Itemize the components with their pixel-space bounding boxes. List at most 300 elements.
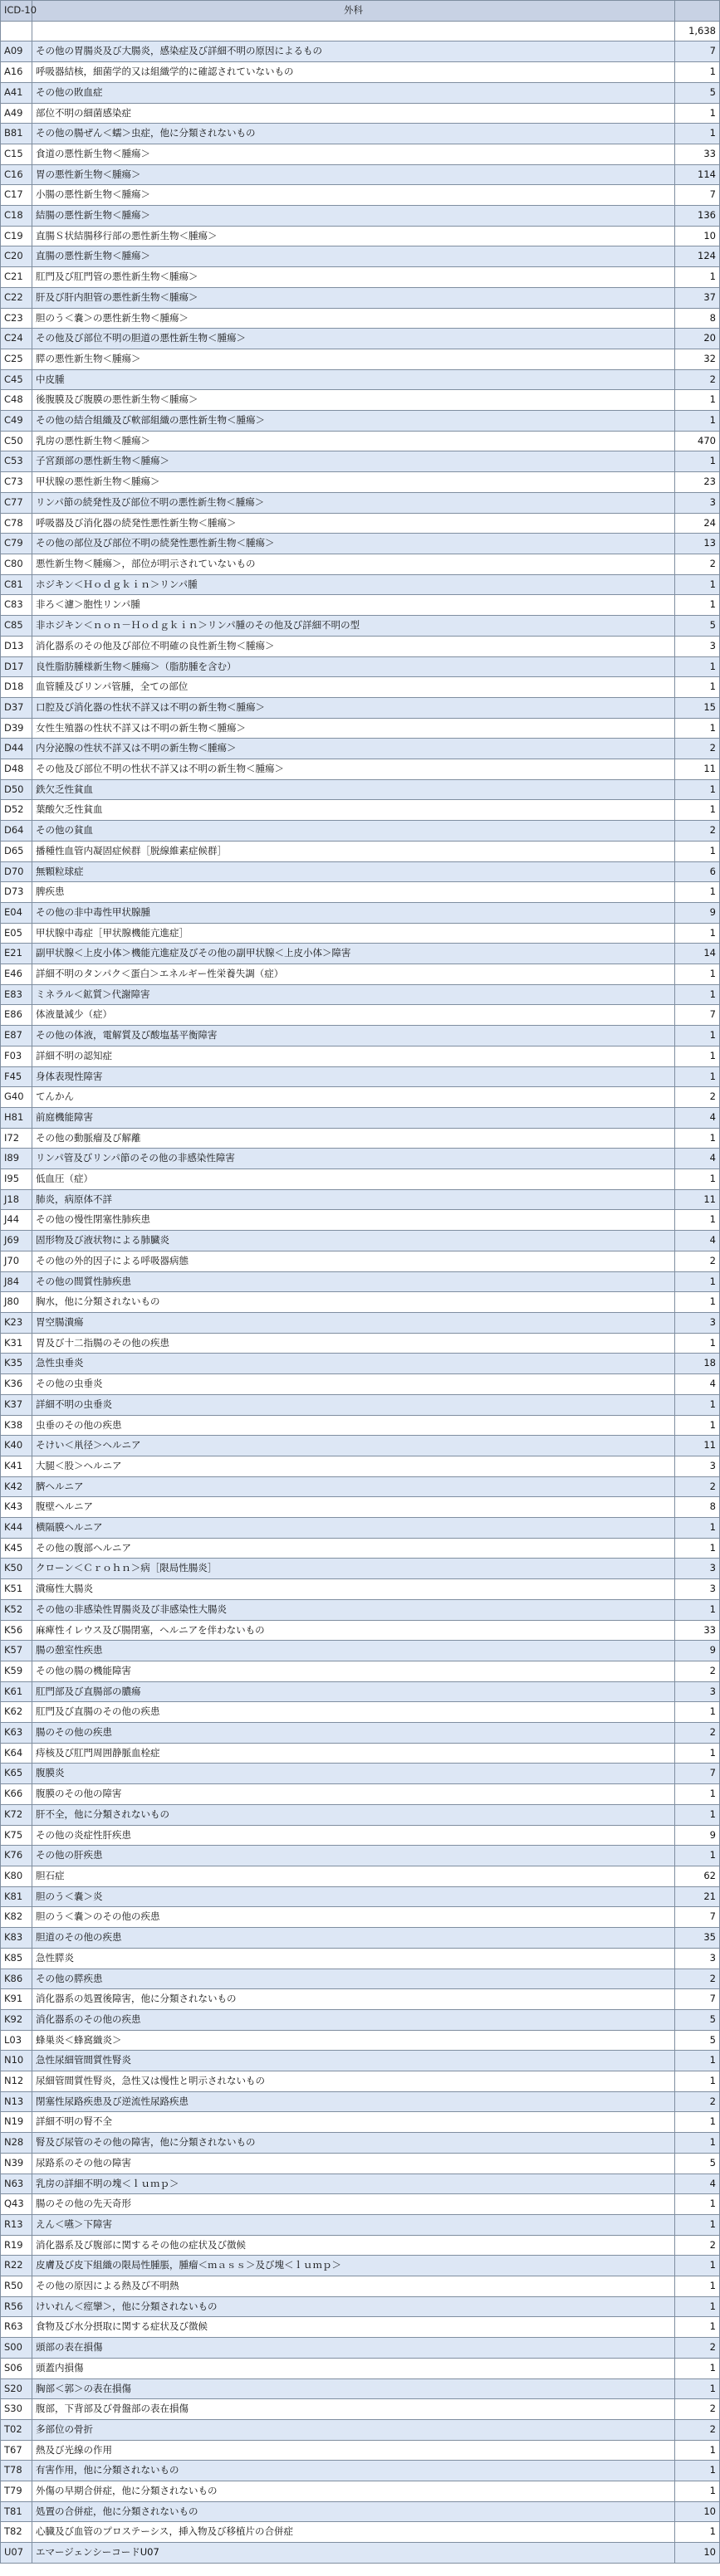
case-count-cell: 4 xyxy=(675,1374,720,1395)
total-row xyxy=(1,21,720,41)
table-row xyxy=(1,1825,720,1846)
case-count-cell: 1 xyxy=(675,2071,720,2092)
case-count-cell: 2 xyxy=(675,1087,720,1108)
case-count-cell: 20 xyxy=(675,329,720,349)
icd-code-cell: K45 xyxy=(1,1538,32,1559)
icd-code-cell: D73 xyxy=(1,882,32,903)
table-row xyxy=(1,841,720,861)
case-count-cell: 1 xyxy=(675,1702,720,1723)
table-row xyxy=(1,1681,720,1702)
icd-code-cell: T81 xyxy=(1,2501,32,2522)
diagnosis-name-cell: けいれん＜痙攣＞，他に分類されないもの xyxy=(32,2296,675,2317)
icd-code-cell: K80 xyxy=(1,1866,32,1886)
diagnosis-name-cell: 非ホジキン＜ｎｏｎ－Ｈｏｄｇｋｉｎ＞リンパ腫のその他及び詳細不明の型 xyxy=(32,616,675,637)
diagnosis-name-cell: 体液量減少（症） xyxy=(32,1005,675,1026)
icd-code-cell: J80 xyxy=(1,1292,32,1313)
icd-code-cell: C25 xyxy=(1,349,32,369)
icd-code-cell: U07 xyxy=(1,2543,32,2564)
icd-code-cell: C16 xyxy=(1,164,32,185)
case-count-cell: 32 xyxy=(675,349,720,369)
case-count-cell: 2 xyxy=(675,369,720,390)
case-count-cell: 7 xyxy=(675,1989,720,2010)
icd-code-cell: D65 xyxy=(1,841,32,861)
table-row xyxy=(1,1948,720,1969)
table-row xyxy=(1,1046,720,1066)
table-row xyxy=(1,103,720,124)
table-row xyxy=(1,1723,720,1744)
case-count-cell: 1 xyxy=(675,882,720,903)
table-row xyxy=(1,1087,720,1108)
diagnosis-name-cell: 多部位の骨折 xyxy=(32,2419,675,2440)
column-header-department: 外科 xyxy=(32,1,675,22)
table-row xyxy=(1,1436,720,1456)
icd-code-cell: T79 xyxy=(1,2481,32,2502)
case-count-cell: 114 xyxy=(675,164,720,185)
icd-code-cell: I95 xyxy=(1,1169,32,1190)
diagnosis-name-cell: 悪性新生物＜腫瘍＞，部位が明示されていないもの xyxy=(32,554,675,574)
case-count-cell: 2 xyxy=(675,2338,720,2359)
diagnosis-name-cell: 無顆粒球症 xyxy=(32,861,675,882)
case-count-cell: 1 xyxy=(675,1210,720,1231)
table-row xyxy=(1,1374,720,1395)
icd-code-cell: K52 xyxy=(1,1599,32,1620)
icd-code-cell: I72 xyxy=(1,1128,32,1149)
table-row xyxy=(1,1066,720,1087)
icd-code-cell: C80 xyxy=(1,554,32,574)
icd-code-cell: K91 xyxy=(1,1989,32,2010)
table-row xyxy=(1,287,720,308)
diagnosis-name-cell: 胃及び十二指腸のその他の疾患 xyxy=(32,1333,675,1354)
icd-code-cell: K31 xyxy=(1,1333,32,1354)
case-count-cell: 10 xyxy=(675,2501,720,2522)
icd-code-cell: K57 xyxy=(1,1641,32,1661)
diagnosis-name-cell: 腹壁ヘルニア xyxy=(32,1497,675,1518)
diagnosis-name-cell: 小腸の悪性新生物＜腫瘍＞ xyxy=(32,185,675,206)
icd-code-cell: C73 xyxy=(1,472,32,493)
icd-code-cell: C24 xyxy=(1,329,32,349)
diagnosis-name-cell: 直腸の悪性新生物＜腫瘍＞ xyxy=(32,246,675,267)
table-row xyxy=(1,1518,720,1539)
icd-code-cell: B81 xyxy=(1,124,32,144)
diagnosis-name-cell: 消化器系及び腹部に関するその他の症状及び徴候 xyxy=(32,2235,675,2256)
diagnosis-name-cell: その他の非中毒性甲状腺腫 xyxy=(32,902,675,923)
diagnosis-name-cell: 腸の憩室性疾患 xyxy=(32,1641,675,1661)
diagnosis-name-cell: 頭部の表在損傷 xyxy=(32,2338,675,2359)
icd-code-cell: R56 xyxy=(1,2296,32,2317)
table-header-row xyxy=(1,1,720,22)
table-row xyxy=(1,246,720,267)
table-row xyxy=(1,554,720,574)
icd-code-cell: K83 xyxy=(1,1928,32,1949)
icd-code-cell: C49 xyxy=(1,411,32,432)
icd-code-cell: K56 xyxy=(1,1620,32,1641)
diagnosis-name-cell: 虫垂のその他の疾患 xyxy=(32,1415,675,1436)
table-row xyxy=(1,431,720,451)
table-row xyxy=(1,2091,720,2112)
icd-code-cell: K92 xyxy=(1,2009,32,2030)
diagnosis-name-cell: ミネラル＜鉱質＞代謝障害 xyxy=(32,984,675,1005)
case-count-cell: 1 xyxy=(675,984,720,1005)
table-row xyxy=(1,2214,720,2235)
diagnosis-name-cell: 詳細不明の腎不全 xyxy=(32,2112,675,2133)
table-row xyxy=(1,1333,720,1354)
table-row xyxy=(1,984,720,1005)
diagnosis-name-cell: 肛門部及び直腸部の膿瘍 xyxy=(32,1681,675,1702)
table-row xyxy=(1,1128,720,1149)
case-count-cell: 7 xyxy=(675,1907,720,1928)
case-count-cell: 1 xyxy=(675,923,720,944)
table-row xyxy=(1,267,720,288)
diagnosis-name-cell: リンパ管及びリンパ節のその他の非感染性障害 xyxy=(32,1149,675,1169)
table-row xyxy=(1,2256,720,2276)
case-count-cell: 1 xyxy=(675,2256,720,2276)
diagnosis-name-cell: 中皮腫 xyxy=(32,369,675,390)
diagnosis-name-cell: 腹膜炎 xyxy=(32,1764,675,1784)
diagnosis-name-cell: 詳細不明の虫垂炎 xyxy=(32,1394,675,1415)
case-count-cell: 3 xyxy=(675,1559,720,1579)
diagnosis-name-cell: 腎及び尿管のその他の障害，他に分類されないもの xyxy=(32,2133,675,2154)
icd-code-cell: I89 xyxy=(1,1149,32,1169)
icd-code-cell: J69 xyxy=(1,1231,32,1251)
icd-code-cell: J18 xyxy=(1,1189,32,1210)
case-count-cell: 9 xyxy=(675,902,720,923)
icd-code-cell: R50 xyxy=(1,2276,32,2297)
icd-code-cell: J44 xyxy=(1,1210,32,1231)
case-count-cell: 2 xyxy=(675,821,720,842)
table-row xyxy=(1,1907,720,1928)
icd-code-cell: J70 xyxy=(1,1251,32,1271)
icd-code-cell: T82 xyxy=(1,2522,32,2543)
table-row xyxy=(1,1026,720,1046)
table-row xyxy=(1,800,720,821)
table-row xyxy=(1,1415,720,1436)
icd-code-cell: D17 xyxy=(1,656,32,677)
icd-code-cell: E86 xyxy=(1,1005,32,1026)
case-count-cell: 10 xyxy=(675,226,720,246)
diagnosis-name-cell: 有害作用，他に分類されないもの xyxy=(32,2461,675,2481)
case-count-cell: 1 xyxy=(675,718,720,739)
case-count-cell: 11 xyxy=(675,1436,720,1456)
case-count-cell: 1 xyxy=(675,390,720,411)
table-row xyxy=(1,1456,720,1476)
table-row xyxy=(1,944,720,964)
table-row xyxy=(1,1005,720,1026)
table-row xyxy=(1,390,720,411)
diagnosis-name-cell: その他の腸ぜん＜蠕＞虫症，他に分類されないもの xyxy=(32,124,675,144)
icd-code-cell: D50 xyxy=(1,779,32,800)
case-count-cell: 10 xyxy=(675,2543,720,2564)
case-count-cell: 1 xyxy=(675,2481,720,2502)
table-row xyxy=(1,1538,720,1559)
diagnosis-name-cell: 急性虫垂炎 xyxy=(32,1354,675,1374)
case-count-cell: 1 xyxy=(675,2378,720,2399)
table-row xyxy=(1,1764,720,1784)
case-count-cell: 1 xyxy=(675,1292,720,1313)
icd-code-cell: J84 xyxy=(1,1271,32,1292)
diagnosis-name-cell: 尿路系のその他の障害 xyxy=(32,2153,675,2174)
case-count-cell: 1 xyxy=(675,800,720,821)
table-row xyxy=(1,616,720,637)
table-row xyxy=(1,1989,720,2010)
case-count-cell: 4 xyxy=(675,1107,720,1128)
icd-code-cell: C48 xyxy=(1,390,32,411)
diagnosis-name-cell: 甲状腺中毒症［甲状腺機能亢進症］ xyxy=(32,923,675,944)
table-row xyxy=(1,779,720,800)
case-count-cell: 5 xyxy=(675,2030,720,2051)
table-row xyxy=(1,697,720,718)
icd-code-cell: K85 xyxy=(1,1948,32,1969)
icd-code-cell: C79 xyxy=(1,534,32,554)
icd-code-cell xyxy=(1,21,32,41)
diagnosis-name-cell xyxy=(32,21,675,41)
table-row xyxy=(1,2194,720,2215)
diagnosis-name-cell: 肺炎，病原体不詳 xyxy=(32,1189,675,1210)
case-count-cell: 1 xyxy=(675,2276,720,2297)
table-row xyxy=(1,2543,720,2564)
table-body xyxy=(1,21,720,2563)
table-row xyxy=(1,185,720,206)
icd-code-cell: A16 xyxy=(1,62,32,83)
table-row xyxy=(1,226,720,246)
case-count-cell: 136 xyxy=(675,206,720,227)
icd-code-cell: D37 xyxy=(1,697,32,718)
case-count-cell: 124 xyxy=(675,246,720,267)
case-count-cell: 1 xyxy=(675,411,720,432)
diagnosis-name-cell: 部位不明の細菌感染症 xyxy=(32,103,675,124)
diagnosis-name-cell: その他の膵疾患 xyxy=(32,1969,675,1989)
case-count-cell: 2 xyxy=(675,1661,720,1681)
diagnosis-name-cell: 胃空腸潰瘍 xyxy=(32,1313,675,1334)
table-row xyxy=(1,2501,720,2522)
table-row xyxy=(1,1292,720,1313)
diagnosis-name-cell: 内分泌腺の性状不詳又は不明の新生物＜腫瘍＞ xyxy=(32,739,675,759)
diagnosis-name-cell: 鉄欠乏性貧血 xyxy=(32,779,675,800)
case-count-cell: 1 xyxy=(675,1538,720,1559)
icd-code-cell: N10 xyxy=(1,2051,32,2071)
icd-code-cell: R22 xyxy=(1,2256,32,2276)
icd-code-cell: D39 xyxy=(1,718,32,739)
diagnosis-name-cell: その他の腹部ヘルニア xyxy=(32,1538,675,1559)
case-count-cell: 1 xyxy=(675,779,720,800)
table-row xyxy=(1,2112,720,2133)
diagnosis-name-cell: 結腸の悪性新生物＜腫瘍＞ xyxy=(32,206,675,227)
table-row xyxy=(1,82,720,103)
table-row xyxy=(1,2522,720,2543)
icd-code-cell: K35 xyxy=(1,1354,32,1374)
case-count-cell: 15 xyxy=(675,697,720,718)
diagnosis-name-cell: 子宮頚部の悪性新生物＜腫瘍＞ xyxy=(32,451,675,472)
table-row xyxy=(1,1354,720,1374)
table-row xyxy=(1,1497,720,1518)
case-count-cell: 1 xyxy=(675,2358,720,2378)
table-row xyxy=(1,164,720,185)
diagnosis-name-cell: 肛門及び肛門管の悪性新生物＜腫瘍＞ xyxy=(32,267,675,288)
diagnosis-name-cell: その他の部位及び部位不明の続発性悪性新生物＜腫瘍＞ xyxy=(32,534,675,554)
table-row xyxy=(1,656,720,677)
diagnosis-name-cell: 非ろ＜濾＞胞性リンパ腫 xyxy=(32,595,675,616)
case-count-cell: 1 xyxy=(675,2051,720,2071)
case-count-cell: 7 xyxy=(675,185,720,206)
diagnosis-name-cell: 急性尿細管間質性腎炎 xyxy=(32,2051,675,2071)
icd-code-cell: C18 xyxy=(1,206,32,227)
case-count-cell: 37 xyxy=(675,287,720,308)
diagnosis-name-cell: 良性脂肪腫様新生物＜腫瘍＞（脂肪腫を含む） xyxy=(32,656,675,677)
table-row xyxy=(1,1107,720,1128)
table-row xyxy=(1,1928,720,1949)
diagnosis-name-cell: その他の胃腸炎及び大腸炎，感染症及び詳細不明の原因によるもの xyxy=(32,41,675,62)
diagnosis-name-cell: 処置の合併症，他に分類されないもの xyxy=(32,2501,675,2522)
table-row xyxy=(1,41,720,62)
case-count-cell: 1 xyxy=(675,2296,720,2317)
icd-code-cell: D48 xyxy=(1,759,32,780)
icd-code-cell: C81 xyxy=(1,574,32,595)
diagnosis-name-cell: えん＜嚥＞下障害 xyxy=(32,2214,675,2235)
diagnosis-name-cell: 脾疾患 xyxy=(32,882,675,903)
diagnosis-name-cell: 蜂巣炎＜蜂窩織炎＞ xyxy=(32,2030,675,2051)
case-count-cell: 1 xyxy=(675,841,720,861)
diagnosis-name-cell: その他の体液，電解質及び酸塩基平衡障害 xyxy=(32,1026,675,1046)
table-row xyxy=(1,308,720,329)
icd-code-cell: C50 xyxy=(1,431,32,451)
icd-code-cell: N12 xyxy=(1,2071,32,2092)
table-row xyxy=(1,2235,720,2256)
icd-code-cell: N39 xyxy=(1,2153,32,2174)
diagnosis-name-cell: 副甲状腺＜上皮小体＞機能亢進症及びその他の副甲状腺＜上皮小体＞障害 xyxy=(32,944,675,964)
table-row xyxy=(1,2440,720,2461)
icd-code-cell: E46 xyxy=(1,964,32,985)
diagnosis-name-cell: 葉酸欠乏性貧血 xyxy=(32,800,675,821)
table-row xyxy=(1,1394,720,1415)
case-count-cell: 4 xyxy=(675,1231,720,1251)
diagnosis-name-cell: 胆のう＜嚢＞の悪性新生物＜腫瘍＞ xyxy=(32,308,675,329)
case-count-cell: 33 xyxy=(675,144,720,164)
case-count-cell: 1 xyxy=(675,1271,720,1292)
case-count-cell: 1 xyxy=(675,1846,720,1866)
table-row xyxy=(1,902,720,923)
table-row xyxy=(1,1559,720,1579)
diagnosis-name-cell: 外傷の早期合併症，他に分類されないもの xyxy=(32,2481,675,2502)
diagnosis-name-cell: クローン＜Ｃｒｏｈｎ＞病［限局性腸炎］ xyxy=(32,1559,675,1579)
icd-code-cell: K76 xyxy=(1,1846,32,1866)
icd-code-cell: R19 xyxy=(1,2235,32,2256)
diagnosis-name-cell: エマージェンシーコードU07 xyxy=(32,2543,675,2564)
case-count-cell: 1 xyxy=(675,677,720,698)
diagnosis-name-cell: その他の腸の機能障害 xyxy=(32,1661,675,1681)
icd-code-cell: K41 xyxy=(1,1456,32,1476)
icd-code-cell: C15 xyxy=(1,144,32,164)
icd-code-cell: K81 xyxy=(1,1886,32,1907)
diagnosis-name-cell: 胆石症 xyxy=(32,1866,675,1886)
diagnosis-name-cell: 詳細不明の認知症 xyxy=(32,1046,675,1066)
icd-code-cell: K65 xyxy=(1,1764,32,1784)
case-count-cell: 3 xyxy=(675,492,720,513)
case-count-cell: 1 xyxy=(675,1415,720,1436)
table-row xyxy=(1,595,720,616)
case-count-cell: 62 xyxy=(675,1866,720,1886)
table-row xyxy=(1,1969,720,1989)
table-row xyxy=(1,1641,720,1661)
case-count-cell: 21 xyxy=(675,1886,720,1907)
icd-code-cell: C21 xyxy=(1,267,32,288)
diagnosis-name-cell: 閉塞性尿路疾患及び逆流性尿路疾患 xyxy=(32,2091,675,2112)
icd-code-cell: D52 xyxy=(1,800,32,821)
icd-code-cell: S00 xyxy=(1,2338,32,2359)
table-row xyxy=(1,677,720,698)
icd-code-cell: R63 xyxy=(1,2317,32,2338)
icd-code-cell: K23 xyxy=(1,1313,32,1334)
icd-code-cell: E04 xyxy=(1,902,32,923)
icd-code-cell: T67 xyxy=(1,2440,32,2461)
case-count-cell: 33 xyxy=(675,1620,720,1641)
diagnosis-name-cell: その他の非感染性胃腸炎及び非感染性大腸炎 xyxy=(32,1599,675,1620)
icd-code-cell: H81 xyxy=(1,1107,32,1128)
case-count-cell: 9 xyxy=(675,1825,720,1846)
case-count-cell: 1 xyxy=(675,595,720,616)
icd-code-cell: T78 xyxy=(1,2461,32,2481)
table-row xyxy=(1,718,720,739)
diagnosis-name-cell: 女性生殖器の性状不詳又は不明の新生物＜腫瘍＞ xyxy=(32,718,675,739)
case-count-cell: 2 xyxy=(675,1251,720,1271)
table-row xyxy=(1,1210,720,1231)
icd-code-cell: C85 xyxy=(1,616,32,637)
diagnosis-name-cell: 肝不全，他に分類されないもの xyxy=(32,1804,675,1825)
table-row xyxy=(1,451,720,472)
table-row xyxy=(1,1846,720,1866)
table-row xyxy=(1,2317,720,2338)
case-count-cell: 2 xyxy=(675,2419,720,2440)
icd-code-cell: C83 xyxy=(1,595,32,616)
icd-code-cell: C53 xyxy=(1,451,32,472)
icd-code-cell: K37 xyxy=(1,1394,32,1415)
case-count-cell: 6 xyxy=(675,861,720,882)
icd-code-cell: N63 xyxy=(1,2174,32,2194)
diagnosis-name-cell: 食道の悪性新生物＜腫瘍＞ xyxy=(32,144,675,164)
icd-code-cell: K40 xyxy=(1,1436,32,1456)
diagnosis-name-cell: その他の貧血 xyxy=(32,821,675,842)
table-row xyxy=(1,534,720,554)
table-row xyxy=(1,1886,720,1907)
case-count-cell: 1 xyxy=(675,1743,720,1764)
table-row xyxy=(1,513,720,534)
diagnosis-name-cell: 呼吸器及び消化器の続発性悪性新生物＜腫瘍＞ xyxy=(32,513,675,534)
table-row xyxy=(1,1313,720,1334)
icd-code-cell: D18 xyxy=(1,677,32,698)
case-count-cell: 470 xyxy=(675,431,720,451)
case-count-cell: 1 xyxy=(675,1128,720,1149)
diagnosis-name-cell: ホジキン＜Ｈｏｄｇｋｉｎ＞リンパ腫 xyxy=(32,574,675,595)
table-row xyxy=(1,329,720,349)
case-count-cell: 1 xyxy=(675,1804,720,1825)
diagnosis-name-cell: 腹膜のその他の障害 xyxy=(32,1784,675,1805)
table-row xyxy=(1,964,720,985)
diagnosis-name-cell: 前庭機能障害 xyxy=(32,1107,675,1128)
case-count-cell: 1 xyxy=(675,1394,720,1415)
table-row xyxy=(1,1476,720,1497)
diagnosis-name-cell: 腸のその他の先天奇形 xyxy=(32,2194,675,2215)
icd-code-cell: A09 xyxy=(1,41,32,62)
case-count-cell: 1 xyxy=(675,2461,720,2481)
diagnosis-name-cell: その他の虫垂炎 xyxy=(32,1374,675,1395)
table-row xyxy=(1,2009,720,2030)
case-count-cell: 7 xyxy=(675,1764,720,1784)
case-count-cell: 5 xyxy=(675,82,720,103)
diagnosis-name-cell: 後腹膜及び腹膜の悪性新生物＜腫瘍＞ xyxy=(32,390,675,411)
diagnosis-name-cell: 詳細不明のタンパク＜蛋白＞エネルギー性栄養失調（症） xyxy=(32,964,675,985)
icd-code-cell: K50 xyxy=(1,1559,32,1579)
case-count-cell: 2 xyxy=(675,2091,720,2112)
icd-code-cell: K62 xyxy=(1,1702,32,1723)
table-row xyxy=(1,492,720,513)
